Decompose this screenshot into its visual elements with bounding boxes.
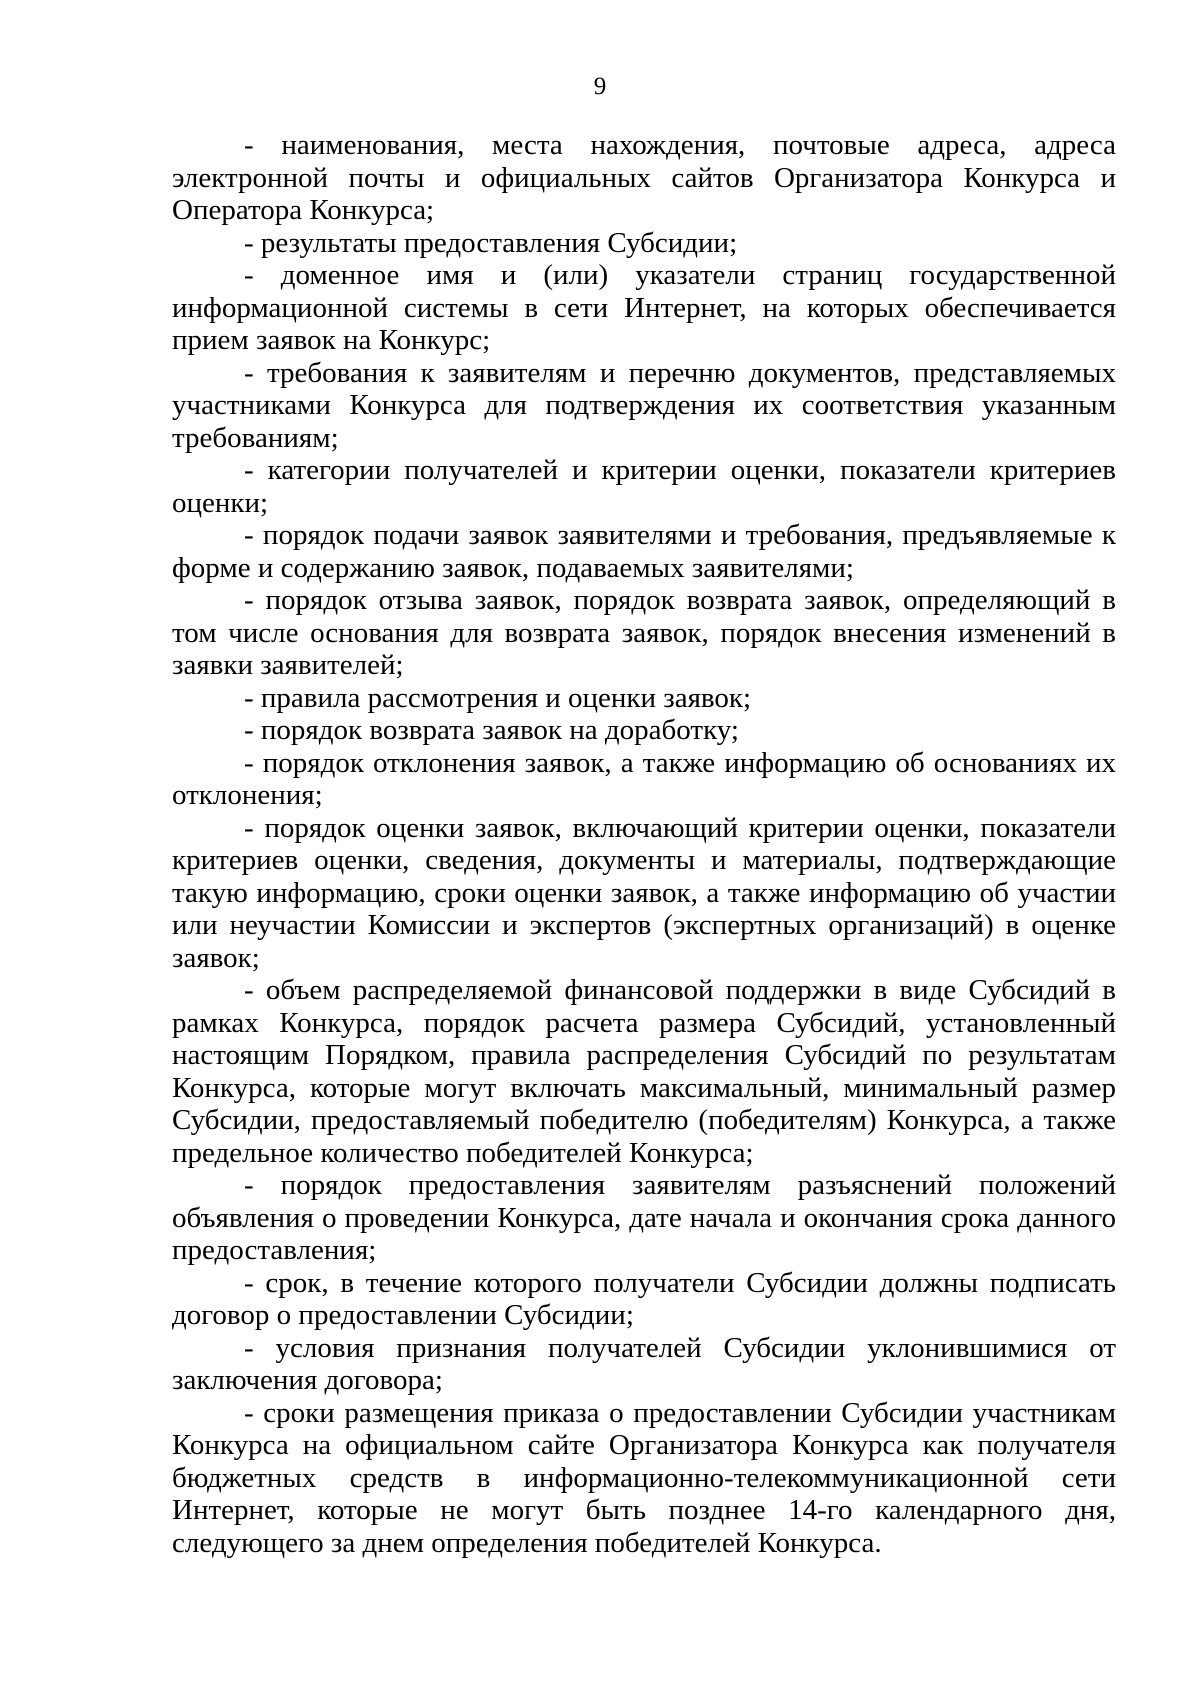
list-item: - сроки размещения приказа о предоставлении Субсидии участникам Конкурса на официальном сайте Организатора Конкурса как получателя бюджетных средств в информационно-телекоммуникационной сети Интернет, которые не могут быть позднее 14-го календарного дня, следующего за днем определения победителей Конкурса.	[172, 1396, 1116, 1559]
list-item: - категории получателей и критерии оценки, показатели критериев оценки;	[172, 454, 1116, 519]
list-item: - порядок предоставления заявителям разъяснений положений объявления о проведении Конкурса, дате начала и окончания срока данного предоставления;	[172, 1169, 1116, 1266]
list-item: - правила рассмотрения и оценки заявок;	[244, 681, 752, 714]
list-item: - порядок возврата заявок на доработку;	[244, 714, 739, 746]
list-item: - срок, в течение которого получатели Субсидии должны подписать договор о предоставлении Субсидии;	[172, 1266, 1116, 1331]
list-item: - требования к заявителям и перечню документов, представляемых участниками Конкурса для подтверждения их соответствия указанным требованиям;	[172, 356, 1116, 454]
list-item: - порядок подачи заявок заявителями и требования, предъявляемые к форме и содержанию заявок, подаваемых заявителями;	[172, 519, 1116, 584]
list-item: - порядок отзыва заявок, порядок возврата заявок, определяющий в том числе основания для возврата заявок, порядок внесения изменений в заявки заявителей;	[172, 584, 1116, 681]
list-item: - порядок отклонения заявок, а также информацию об основаниях их отклонения;	[172, 746, 1116, 811]
list-item: - результаты предоставления Субсидии;	[244, 226, 738, 259]
list-item: - наименования, места нахождения, почтовые адреса, адреса электронной почты и официальных сайтов Организатора Конкурса и Оператора Конкурса;	[172, 129, 1116, 226]
list-item: - объем распределяемой финансовой поддержки в виде Субсидий в рамках Конкурса, порядок расчета размера Субсидий, установленный настоящим Порядком, правила распределения Субсидий по результатам Конкурса, которые могут включать максимальный, минимальный размер Субсидии, предоставляемый победителю (победителям) Конкурса, а также предельное количество победителей Конкурса;	[172, 974, 1116, 1169]
page-number: 9	[593, 73, 607, 100]
list-item: - условия признания получателей Субсидии уклонившимися от заключения договора;	[172, 1331, 1116, 1396]
list-item: - порядок оценки заявок, включающий критерии оценки, показатели критериев оценки, сведения, документы и материалы, подтверждающие такую информацию, сроки оценки заявок, а также информацию об участии или неучастии Комиссии и экспертов (экспертных организаций) в оценке заявок;	[172, 811, 1116, 974]
document-body	[172, 129, 1116, 1559]
list-item: - доменное имя и (или) указатели страниц государственной информационной системы в сети Интернет, на которых обеспечивается прием заявок на Конкурс;	[172, 259, 1116, 356]
